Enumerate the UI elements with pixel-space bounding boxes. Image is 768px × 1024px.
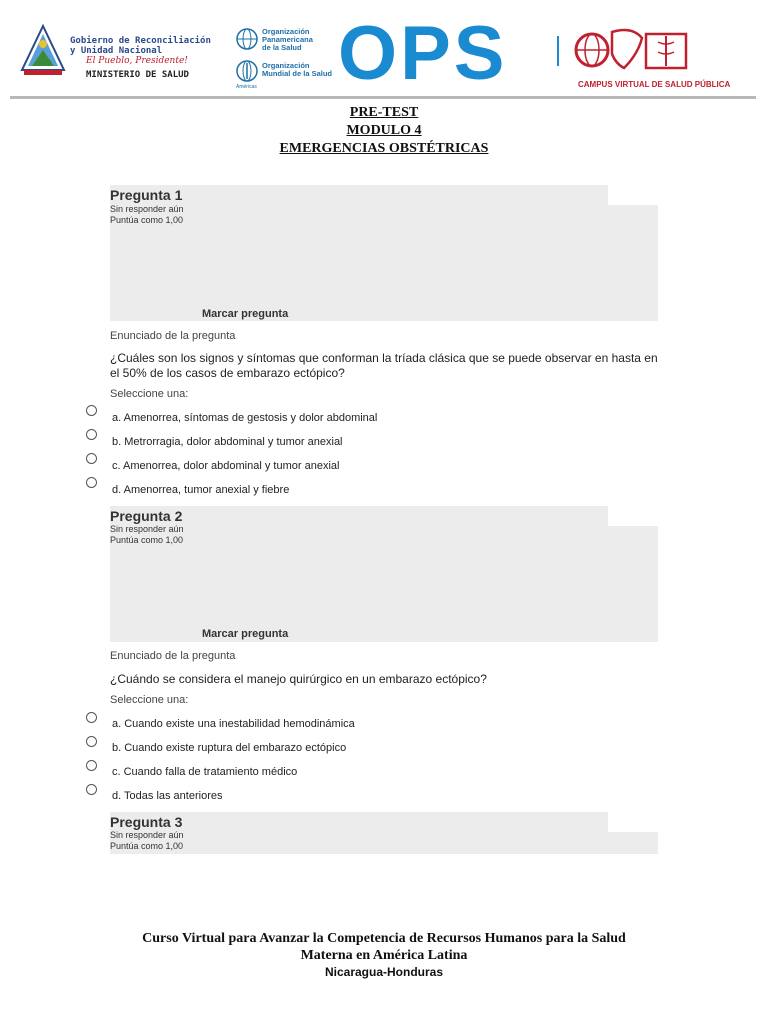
question-3-title: Pregunta 3 (110, 814, 183, 830)
question-2-status: Sin responder aún (110, 524, 184, 534)
question-1-select-label: Seleccione una: (110, 388, 189, 400)
question-2-text: ¿Cuándo se considera el manejo quirúrgico en un embarazo ectópico? (110, 672, 487, 686)
question-2-flag-button[interactable]: Marcar pregunta (202, 628, 289, 640)
americas-label: Américas (236, 84, 257, 90)
question-2-option-b-radio[interactable] (86, 736, 97, 747)
title-topic: EMERGENCIAS OBSTÉTRICAS (279, 141, 489, 156)
government-name: Gobierno de Reconciliación y Unidad Nacional (70, 36, 211, 56)
government-triangle-logo (20, 24, 66, 78)
question-1-option-c-radio[interactable] (86, 453, 97, 464)
question-2-title: Pregunta 2 (110, 508, 183, 524)
question-3-score: Puntúa como 1,00 (110, 841, 184, 851)
ministry-name: MINISTERIO DE SALUD (86, 70, 189, 80)
paho-globe-icon (236, 28, 258, 50)
title-pretest: PRE-TEST (349, 105, 419, 120)
question-1-status: Sin responder aún (110, 204, 184, 214)
logo-divider (557, 36, 559, 66)
question-1-option-b[interactable]: b. Metrorragia, dolor abdominal y tumor anexial (112, 436, 343, 448)
question-1-option-d[interactable]: d. Amenorrea, tumor anexial y fiebre (112, 484, 290, 496)
who-globe-icon (236, 60, 258, 82)
question-2-header-bg (110, 506, 608, 526)
question-1-statement-label: Enunciado de la pregunta (110, 330, 236, 342)
page-header (0, 0, 768, 100)
question-2-meta (110, 524, 184, 546)
question-2-option-d[interactable]: d. Todas las anteriores (112, 790, 223, 802)
ops-logo: OPS (338, 11, 508, 96)
who-name: Organización Mundial de la Salud (262, 61, 333, 78)
footer-course-line2: Materna en América Latina (300, 948, 468, 963)
paho-name: Organización Panamericana de la Salud (262, 27, 313, 52)
question-2-option-d-radio[interactable] (86, 784, 97, 795)
question-1-meta (110, 204, 184, 226)
question-2-option-c-radio[interactable] (86, 760, 97, 771)
footer-countries: Nicaragua-Honduras (324, 965, 444, 979)
question-2-option-a-radio[interactable] (86, 712, 97, 723)
question-3-meta (110, 830, 184, 852)
question-1-info-box (110, 205, 658, 321)
question-3-status: Sin responder aún (110, 830, 184, 840)
question-2-option-c[interactable]: c. Cuando falla de tratamiento médico (112, 766, 298, 778)
question-1-option-a-radio[interactable] (86, 405, 97, 416)
question-1-text: ¿Cuáles son los signos y síntomas que conforman la tríada clásica que se puede observar en hasta en el 50% de los casos de embarazo ectópico? (110, 351, 658, 380)
campus-virtual-logo (572, 24, 690, 76)
header-divider (10, 96, 756, 99)
government-slogan: El Pueblo, Presidente! (86, 56, 188, 66)
question-1-title: Pregunta 1 (110, 187, 183, 203)
question-1-score: Puntúa como 1,00 (110, 215, 184, 225)
question-2-option-a[interactable]: a. Cuando existe una inestabilidad hemodinámica (112, 718, 355, 730)
question-1-option-c[interactable]: c. Amenorrea, dolor abdominal y tumor anexial (112, 460, 340, 472)
question-2-score: Puntúa como 1,00 (110, 535, 184, 545)
question-3-info-box (110, 832, 658, 854)
campus-label: CAMPUS VIRTUAL DE SALUD PÚBLICA (578, 80, 731, 89)
question-2-select-label: Seleccione una: (110, 694, 189, 706)
question-2-option-b[interactable]: b. Cuando existe ruptura del embarazo ectópico (112, 742, 347, 754)
question-1-flag-button[interactable]: Marcar pregunta (202, 308, 289, 320)
question-1-option-b-radio[interactable] (86, 429, 97, 440)
question-1-header-bg (110, 185, 608, 205)
question-2-statement-label: Enunciado de la pregunta (110, 650, 236, 662)
question-2-info-box (110, 526, 658, 642)
question-1-option-a[interactable]: a. Amenorrea, síntomas de gestosis y dolor abdominal (112, 412, 378, 424)
question-3-header-bg (110, 812, 608, 832)
footer-course-line1: Curso Virtual para Avanzar la Competencia de Recursos Humanos para la Salud (142, 931, 626, 946)
question-1-option-d-radio[interactable] (86, 477, 97, 488)
title-module: MODULO 4 (346, 123, 422, 138)
